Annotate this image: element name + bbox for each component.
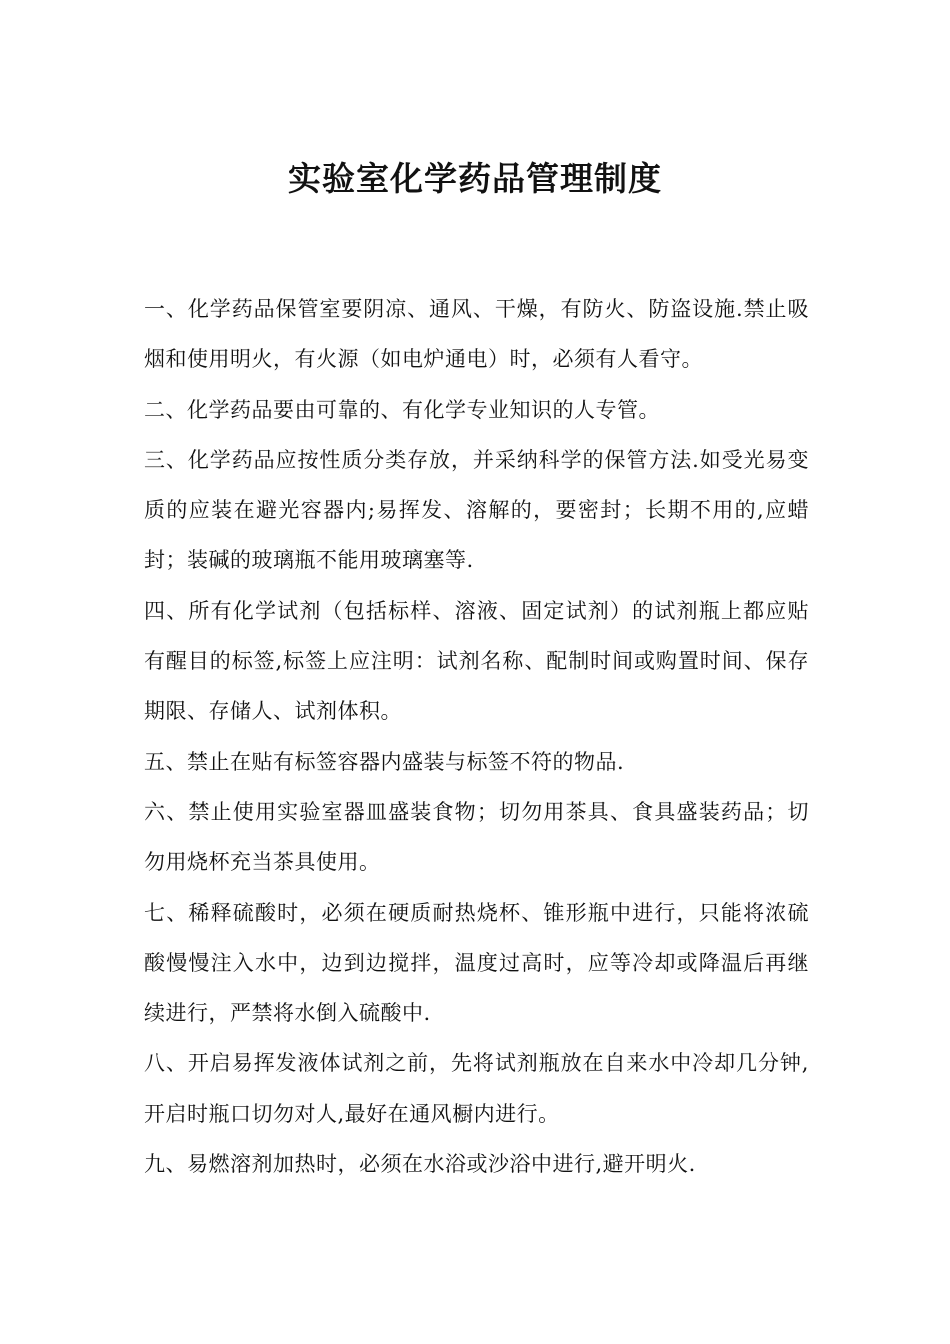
clause-5: 五、禁止在贴有标签容器内盛装与标签不符的物品. [144,749,625,774]
clause-3: 三、化学药品应按性质分类存放，并采纳科学的保管方法.如受光易变质的应装在避光容器内;易挥发、溶解的，要密封；长期不用的,应蜡封；装碱的玻璃瓶不能用玻璃塞等. [144,447,809,573]
clause-4: 四、所有化学试剂（包括标样、溶液、固定试剂）的试剂瓶上都应贴有醒目的标签,标签上应注明：试剂名称、配制时间或购置时间、保存期限、存储人、试剂体积。 [144,598,809,724]
clause-9: 九、易燃溶剂加热时，必须在水浴或沙浴中进行,避开明火. [144,1152,696,1177]
clause-6: 六、禁止使用实验室器皿盛装食物；切勿用茶具、食具盛装药品；切勿用烧杯充当茶具使用。 [144,799,809,875]
clause-1: 一、化学药品保管室要阴凉、通风、干燥，有防火、防盗设施.禁止吸烟和使用明火，有火源（如电炉通电）时，必须有人看守。 [144,297,809,372]
clause-8: 八、开启易挥发液体试剂之前，先将试剂瓶放在自来水中冷却几分钟,开启时瓶口切勿对人,最好在通风橱内进行。 [144,1051,809,1126]
clause-2: 二、化学药品要由可靠的、有化学专业知识的人专管。 [144,397,660,422]
clause-7: 七、稀释硫酸时，必须在硬质耐热烧杯、锥形瓶中进行，只能将浓硫酸慢慢注入水中，边到边搅拌，温度过高时，应等冷却或降温后再继续进行，严禁将水倒入硫酸中. [144,900,809,1026]
document-title: 实验室化学药品管理制度 [288,159,662,198]
regulation-body [144,284,809,1189]
